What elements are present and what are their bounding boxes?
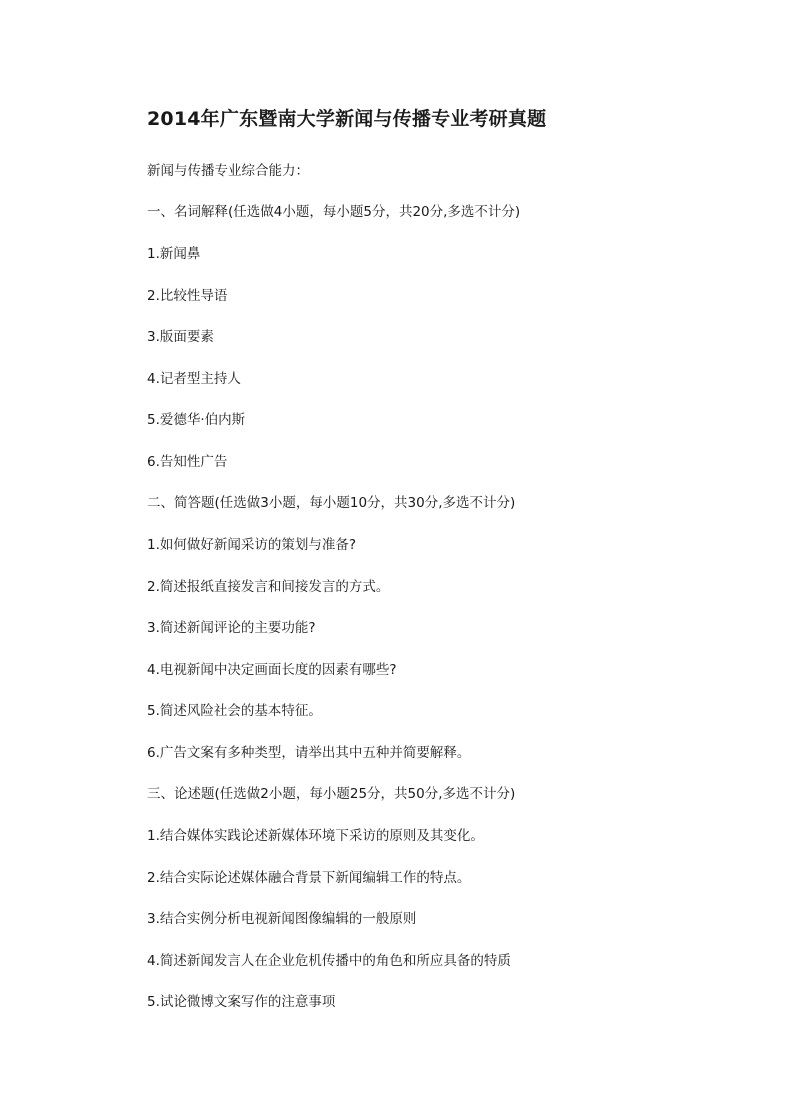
question-item: 5.试论微博文案写作的注意事项 xyxy=(147,994,336,1010)
question-item: 4.记者型主持人 xyxy=(147,371,241,387)
question-item: 1.结合媒体实践论述新媒体环境下采访的原则及其变化。 xyxy=(147,828,484,844)
question-item: 2.结合实际论述媒体融合背景下新闻编辑工作的特点。 xyxy=(147,870,471,886)
section-heading-1: 一、名词解释(任选做4小题，每小题5分，共20分,多选不计分) xyxy=(147,204,521,220)
question-item: 5.简述风险社会的基本特征。 xyxy=(147,703,322,719)
question-item: 1.新闻鼻 xyxy=(147,246,201,262)
question-item: 3.结合实例分析电视新闻图像编辑的一般原则 xyxy=(147,911,417,927)
section-heading-2: 二、简答题(任选做3小题，每小题10分，共30分,多选不计分) xyxy=(147,495,516,511)
question-item: 2.简述报纸直接发言和间接发言的方式。 xyxy=(147,579,390,595)
question-item: 4.电视新闻中决定画面长度的因素有哪些? xyxy=(147,662,397,678)
question-item: 1.如何做好新闻采访的策划与准备? xyxy=(147,537,357,553)
question-item: 3.版面要素 xyxy=(147,329,214,345)
question-item: 6.广告文案有多种类型，请举出其中五种并简要解释。 xyxy=(147,745,471,761)
document-subtitle: 新闻与传播专业综合能力： xyxy=(147,163,309,179)
question-item: 5.爱德华·伯内斯 xyxy=(147,412,246,428)
section-heading-3: 三、论述题(任选做2小题，每小题25分，共50分,多选不计分) xyxy=(147,786,516,802)
question-item: 4.简述新闻发言人在企业危机传播中的角色和所应具备的特质 xyxy=(147,953,511,969)
question-item: 2.比较性导语 xyxy=(147,288,228,304)
question-item: 3.简述新闻评论的主要功能? xyxy=(147,620,316,636)
document-title: 2014年广东暨南大学新闻与传播专业考研真题 xyxy=(147,108,547,130)
question-item: 6.告知性广告 xyxy=(147,454,228,470)
